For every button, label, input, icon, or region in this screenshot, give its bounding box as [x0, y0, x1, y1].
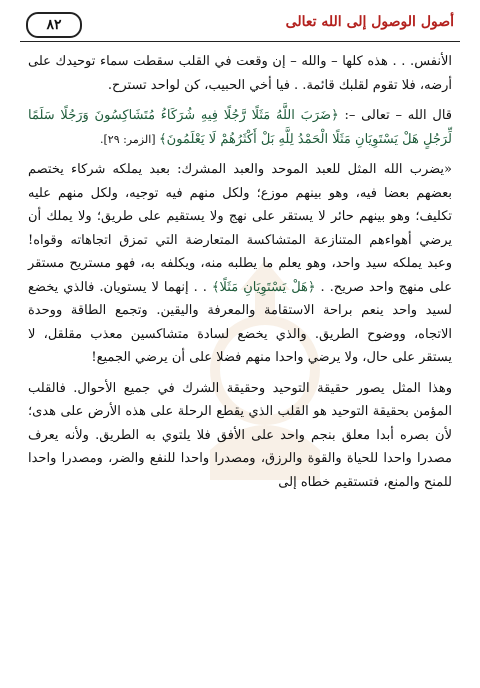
page-body: [28, 50, 452, 680]
paragraph-3-part-a: «يضرب الله المثل للعبد الموحد والعبد المشرك: بعبد يملكه شركاء يختصم بعضهم بعضا فيه، وهو بينهم موزع؛ ولكل منهم فيه توجيه، ولكل منهم عليه تكليف؛ وهو بينهم حائر لا يستقر على نهج ولا يستقيم على طريق؛ ولا يملك أن يرضي أهواءهم المتنازعة المتشاكسة المتعارضة التي تمزق اتجاهاته وقواه! وعبد يملكه سيد واحد، وهو يعلم ما يطلبه منه، ويكلفه به، فهو مستريح مستقر على منهج واحد صريح. .: [28, 162, 452, 295]
paragraph-4: وهذا المثل يصور حقيقة التوحيد وحقيقة الشرك في جميع الأحوال. فالقلب المؤمن بحقيقة التوحيد هو القلب الذي يقطع الرحلة على هذه الأرض على هدى؛ لأن بصره أبدا معلق بنجم واحد على الأفق فلا يلتوي به الطريق. ولأنه يعرف مصدرا واحدا للحياة والقوة والرزق، ومصدرا واحدا للنفع والضر، ومصدرا واحدا للمنح والمنع، فتستقيم خطاه إلى: [28, 380, 452, 490]
quran-verse: ﴿ضَرَبَ اللَّهُ مَثَلًا رَّجُلًا فِيهِ شُرَكَاءُ مُتَشَاكِسُونَ وَرَجُلًا سَلَمًا لِّرَجُلٍ هَلْ يَسْتَوِيَانِ مَثَلًا الْحَمْدُ لِلَّهِ بَلْ أَكْثَرُهُمْ لَا يَعْلَمُونَ﴾: [28, 108, 452, 147]
paragraph-2-intro: قال الله – تعالى –:: [338, 108, 452, 123]
paragraph-1: الأنفس. . . هذه كلها – والله – إن وقعت في القلب سقطت سماء توحيدك على أرضه، فلا تقوم لقلبك قائمة. . فيا أخي الحبيب، كن لواحد تسترح.: [28, 54, 452, 93]
paragraph-3-part-b: . . إنهما لا يستويان. فالذي يخضع لسيد واحد ينعم براحة الاستقامة والمعرفة واليقين. وتجمع الطاقة ووحدة الاتجاه، ووضوح الطريق. والذي يخضع لسادة متشاكسين معذب مقلقل، لا يستقر على حال، ولا يرضي واحدا منهم فضلا على أن يرضي الجميع!: [28, 279, 452, 365]
paragraph-2: [28, 104, 452, 151]
page-header: [20, 8, 460, 48]
page-number: ٨٢: [26, 12, 82, 38]
quran-quote: ﴿هَلْ يَسْتَوِيَانِ مَثَلًا﴾: [211, 279, 316, 295]
header-rule: [20, 41, 460, 42]
running-title: أصول الوصول إلى الله تعالى: [285, 14, 454, 30]
verse-reference: [الزمر: ٢٩].: [99, 132, 160, 146]
paragraph-3: [28, 158, 452, 370]
